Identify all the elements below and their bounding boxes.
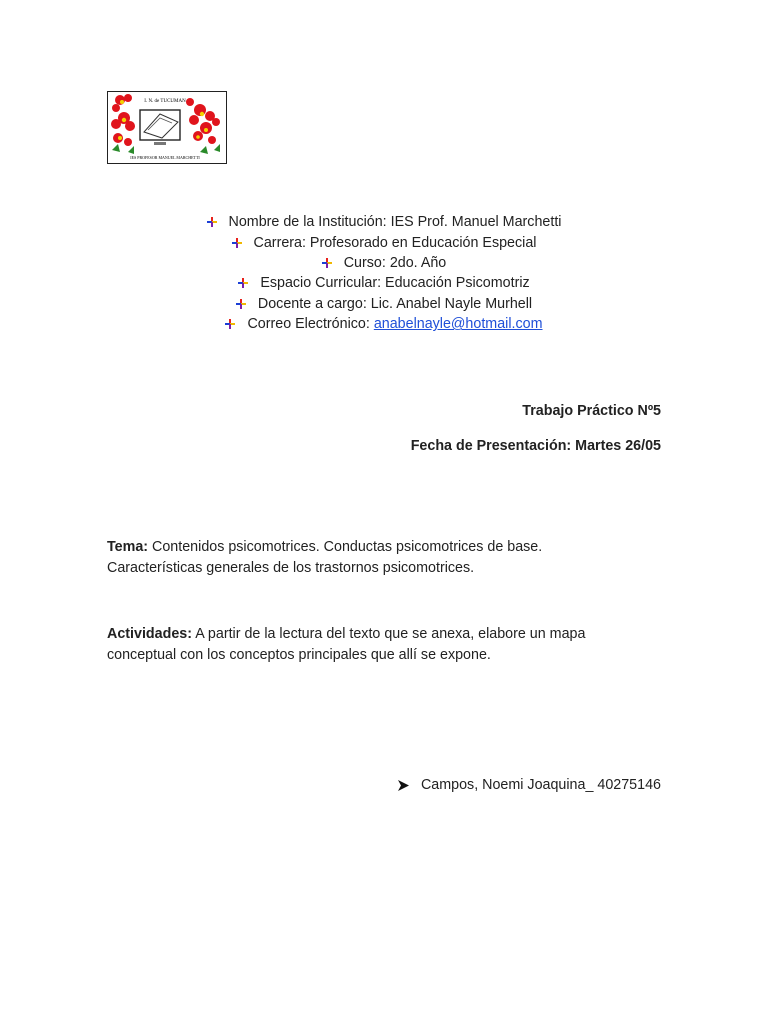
- student-line: [398, 777, 661, 793]
- logo-bottom-text: IES PROFESOR MANUEL MARCHETTI: [130, 155, 200, 160]
- info-teacher: Docente a cargo: Lic. Anabel Nayle Murhell: [257, 295, 533, 312]
- tema-line1: Contenidos psicomotrices. Conductas psicomotrices de base.: [148, 539, 543, 555]
- bullet-icon: [322, 258, 332, 268]
- bullet-icon: [207, 217, 217, 227]
- info-institution: Nombre de la Institución: IES Prof. Manuel Marchetti: [228, 214, 562, 231]
- info-row-career: [0, 232, 768, 252]
- logo-flowers-icon: [108, 92, 226, 163]
- bullet-icon: [238, 278, 248, 288]
- work-title: Trabajo Práctico Nº5: [522, 403, 661, 419]
- info-row-teacher: [0, 294, 768, 314]
- actividades-line1: A partir de la lectura del texto que se anexa, elabore un mapa: [192, 626, 586, 642]
- institution-info: [0, 212, 768, 334]
- logo-top-text: I. N. de TUCUMAN: [144, 99, 186, 104]
- institution-logo: [107, 91, 227, 164]
- email-link[interactable]: anabelnayle@hotmail.com: [373, 316, 543, 333]
- info-course: Curso: 2do. Año: [343, 254, 447, 271]
- bullet-icon: [225, 319, 235, 329]
- bullet-icon: [236, 299, 246, 309]
- student-name: Campos, Noemi Joaquina_ 40275146: [420, 777, 661, 793]
- info-row-subject: [0, 273, 768, 293]
- bullet-icon: [232, 238, 242, 248]
- info-career: Carrera: Profesorado en Educación Especial: [253, 234, 537, 251]
- tema-line2: Características generales de los trastornos psicomotrices.: [107, 559, 475, 576]
- info-row-course: [0, 253, 768, 273]
- info-row-institution: [0, 212, 768, 232]
- actividades-line2: conceptual con los conceptos principales que allí se expone.: [107, 646, 491, 663]
- actividades-paragraph: [107, 624, 627, 665]
- info-subject: Espacio Curricular: Educación Psicomotriz: [260, 275, 530, 292]
- actividades-label: Actividades:: [107, 626, 193, 642]
- tema-paragraph: [107, 537, 627, 578]
- presentation-date: Fecha de Presentación: Martes 26/05: [410, 438, 661, 454]
- info-email-label: Correo Electrónico:: [247, 316, 374, 333]
- arrowhead-bullet-icon: [398, 780, 409, 791]
- tema-label: Tema:: [107, 539, 149, 555]
- info-row-email: [0, 314, 768, 334]
